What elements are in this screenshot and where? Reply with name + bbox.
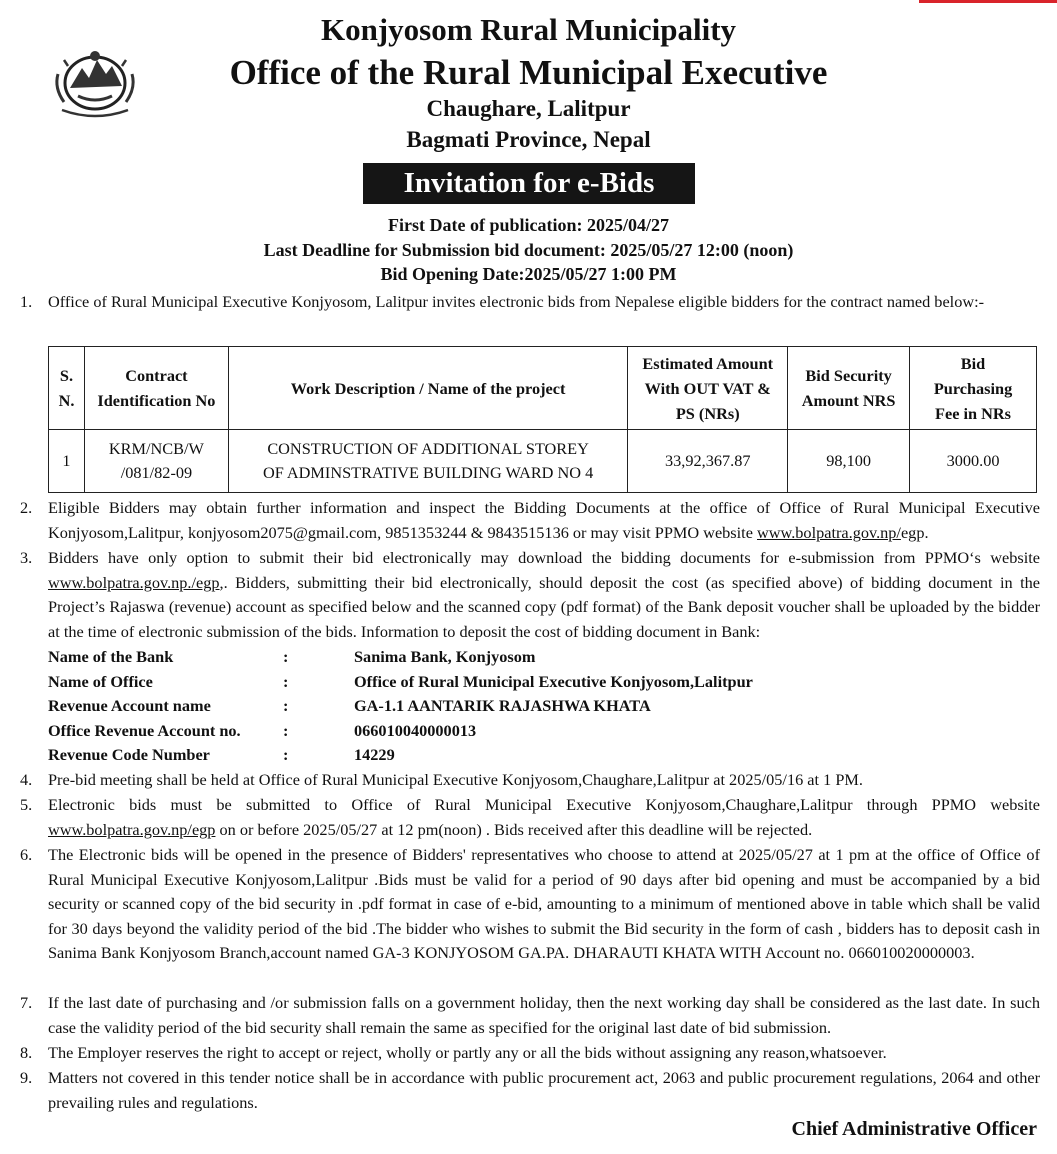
item-number: 7. (20, 993, 33, 1012)
notice-title: Invitation for e-Bids (363, 163, 695, 204)
header-work-description: Work Description / Name of the project (228, 347, 627, 430)
cell-bid-security: 98,100 (788, 430, 910, 493)
item-7-text: If the last date of purchasing and /or submission falls on a government holiday, then the next working day shall be considered as the last date. In such case the validity period of the bid security shall remain the same as specified for the original last date of bid submission. (48, 993, 1040, 1037)
item-4-text: Pre-bid meeting shall be held at Office of Rural Municipal Executive Konjyosom,Chaughare,Lalitpur at 2025/05/16 at 1 PM. (48, 770, 863, 789)
item-number: 6. (20, 845, 33, 864)
cell-purchasing-fee: 3000.00 (910, 430, 1037, 493)
table-header-row (49, 347, 1037, 430)
item-5-text: Electronic bids must be submitted to Office of Rural Municipal Executive Konjyosom,Chaughare,Lalitpur through PPMO website www.bolpatra.gov.np/egp on or before 2025/05/27 at 12 pm(noon) . Bids received after this deadline will be rejected. (48, 795, 1040, 839)
item-9-text: Matters not covered in this tender notice shall be in accordance with public procurement act, 2063 and public procurement regulations, 2064 and other prevailing rules and regulations. (48, 1068, 1040, 1112)
table-row (49, 430, 1037, 493)
item-8-text: The Employer reserves the right to accept or reject, wholly or partly any or all the bids without assigning any reason,whatsoever. (48, 1043, 887, 1062)
item-number: 4. (20, 770, 33, 789)
ppmo-website-link[interactable]: www.bolpatra.gov.np./egp (48, 572, 220, 592)
publication-date: First Date of publication: 2025/04/27 (388, 215, 669, 235)
header-estimated-amount: Estimated Amount With OUT VAT & PS (NRs) (628, 347, 788, 430)
address-line: Chaughare, Lalitpur (426, 96, 631, 121)
item-6-text: The Electronic bids will be opened in the presence of Bidders' representatives who choose to attend at 2025/05/27 at 1 pm at the office of Office of Rural Municipal Executive Konjyosom,Lalitpur .Bids must be valid for a period of 90 days after bid opening and must be accompanied by a bid security or scanned copy of the bid security in .pdf format in case of e-bid, amounting to a minimum of mentioned above in table which shall be valid for 30 days beyond the validity period of the bid .The bidder who wishes to submit the Bid security in the form of cash , bidders has to deposit cash in Sanima Bank Konjyosom Branch,account named GA-3 KONJYOSOM GA.PA. DHARAUTI KHATA WITH Account no. 066010020000003. (48, 845, 1040, 963)
item-2-text: Eligible Bidders may obtain further information and inspect the Bidding Documents at the office of Office of Rural Municipal Executive Konjyosom,Lalitpur, konjyosom2075@gmail.com, 9851353244 & 9843515136 or may visit PPMO website www.bolpatra.gov.np/egp. (48, 498, 1040, 542)
item-number: 2. (20, 498, 33, 517)
province-line: Bagmati Province, Nepal (406, 127, 651, 152)
cell-estimated-amount: 33,92,367.87 (628, 430, 788, 493)
bank-row-revenue-code: Revenue Code Number : 14229 (48, 745, 395, 765)
header-purchasing-fee: Bid Purchasing Fee in NRs (910, 347, 1037, 430)
submission-deadline: Last Deadline for Submission bid document: 2025/05/27 12:00 (noon) (263, 240, 794, 260)
cell-contract-id: KRM/NCB/W /081/82-09 (84, 430, 228, 493)
bank-row-account-number: Office Revenue Account no. : 066010040000013 (48, 720, 477, 740)
opening-date: Bid Opening Date:2025/05/27 1:00 PM (380, 264, 677, 284)
municipality-name: Konjyosom Rural Municipality (320, 12, 737, 47)
item-number: 5. (20, 795, 33, 814)
cell-work-description: CONSTRUCTION OF ADDITIONAL STOREY OF ADMINSTRATIVE BUILDING WARD NO 4 (228, 430, 627, 493)
ppmo-website-link[interactable]: www.bolpatra.gov.np/ (757, 522, 901, 542)
signature-title: Chief Administrative Officer (791, 1118, 1037, 1140)
item-number: 3. (20, 548, 33, 567)
bank-row-office-name: Name of Office : Office of Rural Municipal Executive Konjyosom,Lalitpur (48, 671, 753, 691)
ppmo-egp-link[interactable]: www.bolpatra.gov.np/egp (48, 819, 216, 839)
office-name: Office of the Rural Municipal Executive (229, 53, 828, 92)
bank-details (48, 645, 1038, 768)
header-contract-id: Contract Identification No (84, 347, 228, 430)
cell-sn: 1 (49, 430, 85, 493)
header-bid-security: Bid Security Amount NRS (788, 347, 910, 430)
item-number: 8. (20, 1043, 33, 1062)
header-sn: S. N. (49, 347, 85, 430)
item-number: 9. (20, 1068, 33, 1087)
contract-table (48, 346, 1037, 493)
item-number: 1. (20, 292, 33, 311)
bank-row-account-name: Revenue Account name : GA-1.1 AANTARIK RAJASHWA KHATA (48, 696, 651, 716)
bank-row-bank-name: Name of the Bank : Sanima Bank, Konjyosom (48, 647, 536, 666)
item-3-text: Bidders have only option to submit their bid electronically may download the bidding documents for e-submission from PPMO‘s website www.bolpatra.gov.np./egp,. Bidders, submitting their bid electronically, should deposit the cost (as specified above) of bidding document in the Project’s Rajaswa (revenue) account as specified below and the scanned copy (pdf format) of the Bank deposit voucher shall be uploaded by the bidder at the time of electronic submission of the bids. Information to deposit the cost of bidding document in Bank: (48, 548, 1040, 641)
accent-strip (919, 0, 1057, 3)
item-1-text: Office of Rural Municipal Executive Konjyosom, Lalitpur invites electronic bids from Nepalese eligible bidders for the contract named below:- (48, 292, 985, 311)
